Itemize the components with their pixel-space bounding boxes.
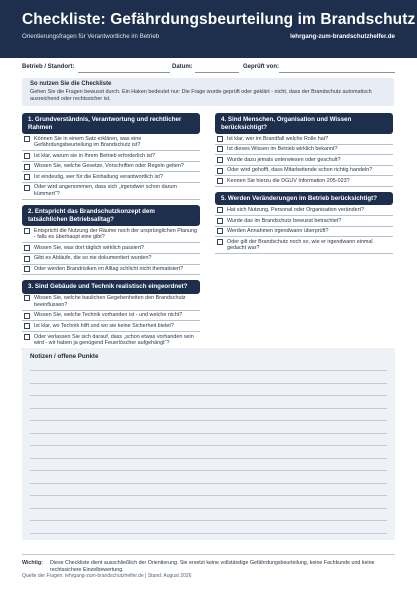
checkbox[interactable] [217,178,223,184]
checklist-item [215,145,393,156]
checklist-section [22,280,200,349]
notes-line[interactable] [30,370,387,371]
notes-line[interactable] [30,495,387,496]
notes-line[interactable] [30,395,387,396]
notes-line[interactable] [30,408,387,409]
checkbox[interactable] [24,313,30,319]
section-title: 1. Grundverständnis, Verantwortung und rechtlicher Rahmen [22,113,200,134]
notes-heading: Notizen / offene Punkte [30,353,99,360]
checklist-item-text: Oder gilt der Brandschutz noch so, wie er irgendwann einmal gedacht war? [227,238,373,252]
checklist-item-text: Hat sich Nutzung, Personal oder Organisation verändert? [227,206,364,213]
checklist-item [215,166,393,177]
checklist-item-text: Werden Annahmen irgendwann überprüft? [227,228,329,235]
notes-line[interactable] [30,483,387,484]
checkbox[interactable] [24,256,30,262]
checklist-section [215,113,393,187]
checkbox[interactable] [217,239,223,245]
site-name: lehrgang-zum-brandschutzhelfer.de [290,33,395,40]
checklist-section [22,205,200,275]
checkbox[interactable] [217,228,223,234]
checklist-item-text: Wissen Sie, welche Gesetze, Vorschriften oder Regeln gelten? [34,163,184,170]
checklist-item-text: Wurde das im Brandschutz bewusst betrachtet? [227,217,342,224]
notes-line[interactable] [30,520,387,521]
betrieb-field[interactable] [78,72,170,73]
betrieb-label: Betrieb / Standort: [22,64,75,70]
notes-section [22,348,395,540]
checklist-item [215,134,393,145]
checkbox[interactable] [24,174,30,180]
datum-field[interactable] [195,72,239,73]
important-text: Diese Checkliste dient ausschließlich der Orientierung. Sie ersetzt keine vollständige Gefährdungsbeurteilung, keine Fachkunde und keine rechtssichere Einzelbewertung. [50,560,375,573]
info-text: Gehen Sie die Fragen bewusst durch. Ein Haken bedeutet nur: Die Frage wurde geprüft oder geklärt - nicht, dass der Brandschutz automatisch ausreichend oder rechtssicher ist. [30,89,372,102]
checklist-item [22,243,200,254]
info-box [22,78,394,106]
checklist-item [22,183,200,200]
checkbox[interactable] [24,185,30,191]
section-title: 3. Sind Gebäude und Technik realistisch eingeordnet? [22,280,200,294]
checklist-item [22,294,200,311]
checkbox[interactable] [24,295,30,301]
checklist-item-text: Gibt es Abläufe, die so nie dokumentiert wurden? [34,255,152,262]
checklist-item [22,226,200,243]
checklist-item-text: Oder wird angenommen, dass sich „irgendwer schon darum kümmert“? [34,184,177,198]
checklist-item [22,162,200,173]
checkbox[interactable] [24,266,30,272]
checklist-item [215,216,393,227]
checklist-item-text: Oder werden Brandrisiken im Alltag schlicht nicht thematisiert? [34,266,184,273]
checklist-item-text: Wissen Sie, was dort täglich wirklich passiert? [34,244,144,251]
footer [22,560,395,580]
section-title: 4. Sind Menschen, Organisation und Wissen berücksichtigt? [215,113,393,134]
checkbox[interactable] [24,136,30,142]
checkbox[interactable] [217,218,223,224]
meta-fields [22,64,395,76]
checklist-item [22,265,200,276]
checklist-item-text: Kennen Sie hierzu die DGUV Information 205-023? [227,177,350,184]
checkbox[interactable] [24,153,30,159]
datum-label: Datum: [172,64,193,70]
important-label: Wichtig: [22,560,43,566]
notes-line[interactable] [30,458,387,459]
checkbox[interactable] [24,245,30,251]
footer-divider [22,554,395,555]
checklist-item [22,172,200,183]
info-heading: So nutzen Sie die Checkliste [30,81,112,87]
checklist-item [215,237,393,254]
checklist-item-text: Entspricht die Nutzung der Räume noch der ursprünglichen Planung - falls es überhaupt eine gibt? [34,227,198,241]
notes-line[interactable] [30,445,387,446]
checkbox[interactable] [24,164,30,170]
checklist-item [22,311,200,322]
checkbox[interactable] [217,157,223,163]
checklist-item-text: Ist klar, wo Technik hilft und wo sie keine Sicherheit bietet? [34,322,174,329]
page-subtitle: Orientierungsfragen für Verantwortliche im Betrieb [22,33,160,40]
notes-line[interactable] [30,383,387,384]
checkbox[interactable] [24,334,30,340]
notes-line[interactable] [30,433,387,434]
checkbox[interactable] [217,136,223,142]
checklist-item [22,134,200,151]
checklist-item [215,155,393,166]
checklist-item [22,254,200,265]
checkbox[interactable] [24,323,30,329]
checklist-item-text: Oder wird gehofft, dass Mitarbeitende schon richtig handeln? [227,167,373,174]
checklist-item [22,332,200,349]
checklist-item-text: Wissen Sie, welche baulichen Gegebenheiten den Brandschutz beeinflussen? [34,295,186,308]
geprueft-field[interactable] [279,72,395,73]
checkbox[interactable] [24,228,30,234]
page-header [0,0,417,58]
page-title: Checkliste: Gefährdungsbeurteilung im Brandschutz [22,11,416,28]
checklist-item [215,176,393,187]
checklist-item [215,227,393,238]
checklist-section [215,192,393,254]
checkbox[interactable] [217,146,223,152]
checklist-item-text: Ist klar, wer im Brandfall welche Rolle hat? [227,135,329,142]
checklist-item-text: Wurde dazu jemals unterwiesen oder geschult? [227,156,341,163]
checkbox[interactable] [217,168,223,174]
checklist-item-text: Können Sie in einem Satz erklären, was eine Gefährdungsbeurteilung im Brandschutz ist? [34,135,142,149]
checklist-item [215,205,393,216]
checklist-section [22,113,200,200]
checklist-item-text: Wissen Sie, welche Technik vorhanden ist - und welche nicht? [34,312,183,319]
checklist-item-text: Ist eindeutig, wer für die Einhaltung verantwortlich ist? [34,173,163,180]
geprueft-label: Geprüft von: [243,64,279,70]
checklist-item [22,321,200,332]
section-title: 2. Entspricht das Brandschutzkonzept dem tatsächlichen Betriebsalltag? [22,205,200,226]
section-title: 5. Werden Veränderungen im Betrieb berücksichtigt? [215,192,393,206]
left-column [22,113,200,354]
notes-line[interactable] [30,420,387,421]
notes-line[interactable] [30,533,387,534]
notes-line[interactable] [30,508,387,509]
checkbox[interactable] [217,207,223,213]
notes-line[interactable] [30,470,387,471]
checklist-item-text: Ist klar, warum sie in Ihrem Betrieb erforderlich ist? [34,152,156,159]
checklist-item-text: Oder verlassen Sie sich darauf, dass „schon etwas vorhanden sein wird - wir haben ja genügend Feuerlöscher aufgehängt“? [34,333,194,347]
right-column [215,113,393,259]
source-line: Quelle der Fragen: lehrgang-zum-brandschutzhelfer.de | Stand: August 2026 [22,573,192,579]
checklist-item-text: Ist dieses Wissen im Betrieb wirklich bekannt? [227,146,338,153]
checklist-item [22,151,200,162]
